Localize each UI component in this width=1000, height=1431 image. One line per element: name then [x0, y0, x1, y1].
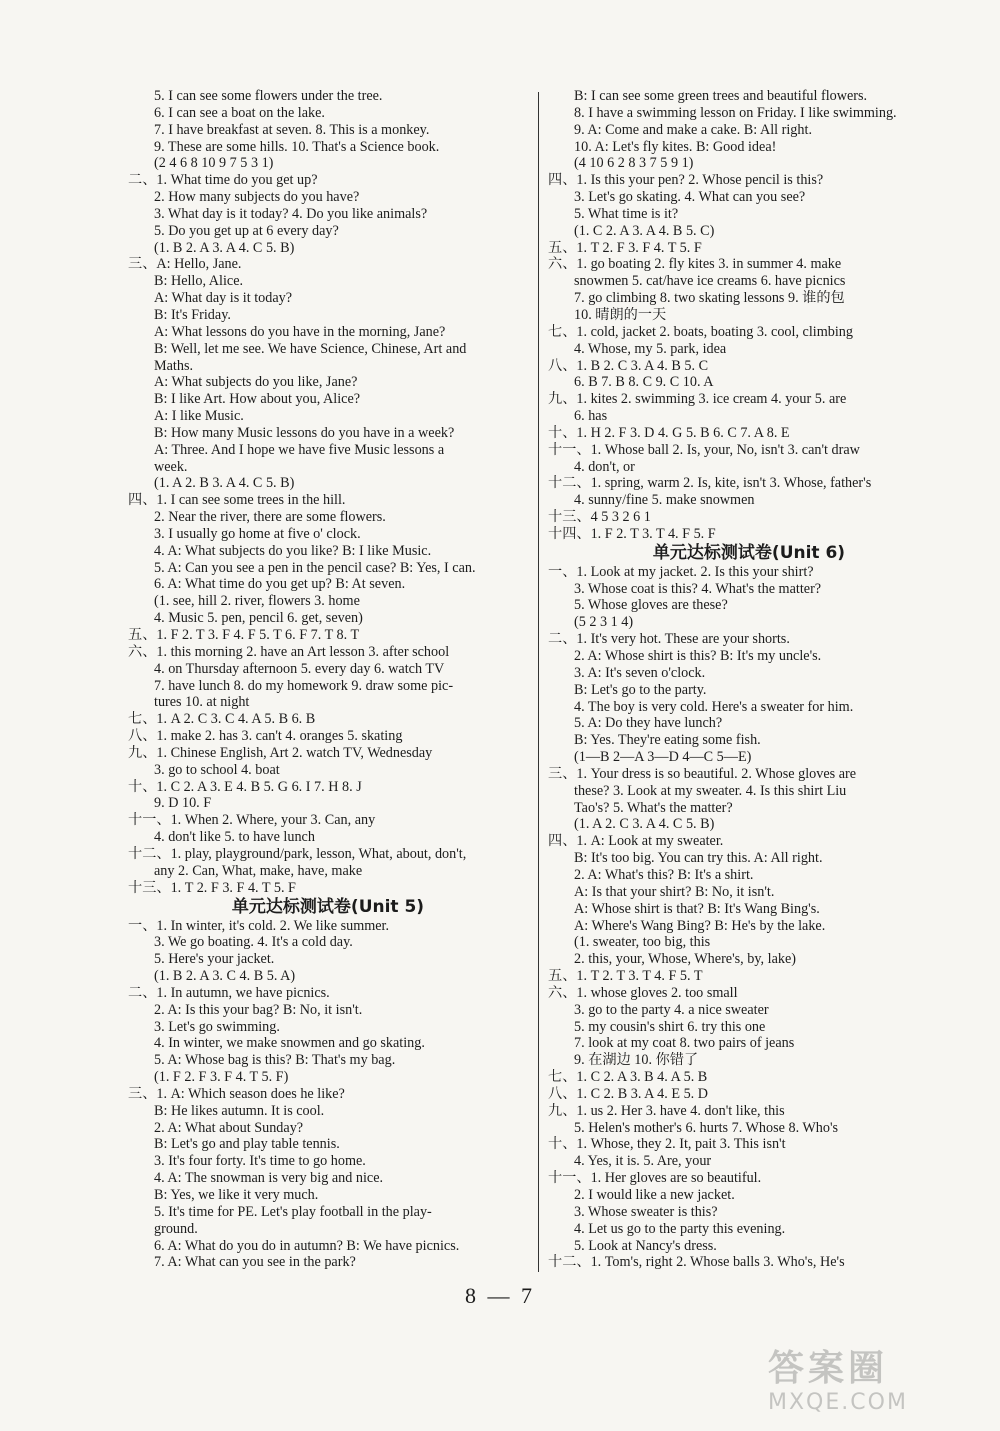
answer-line: 四、1. Is this your pen? 2. Whose pencil is this? [548, 172, 824, 189]
answer-line: A: I like Music. [154, 408, 244, 425]
answer-line: 八、1. C 2. B 3. A 4. E 5. D [548, 1085, 709, 1102]
answer-line: 二、1. What time do you get up? [128, 172, 318, 189]
watermark-logo [768, 1348, 988, 1423]
answer-line: 4. Yes, it is. 5. Are, your [574, 1153, 712, 1170]
answer-line: 八、1. B 2. C 3. A 4. B 5. C [548, 357, 709, 374]
answer-line: ground. [154, 1220, 198, 1237]
answer-line: snowmen 5. cat/have ice creams 6. have picnics [574, 273, 846, 290]
answer-line: 3. It's four forty. It's time to go home. [154, 1153, 366, 1170]
answer-line: 3. Whose coat is this? 4. What's the matter? [574, 580, 822, 597]
answer-line: 十一、1. When 2. Where, your 3. Can, any [128, 812, 376, 829]
answer-line: 十一、1. Her gloves are so beautiful. [548, 1170, 762, 1187]
answer-line: 5. I can see some flowers under the tree. [154, 88, 383, 104]
answer-line: (1. B 2. A 3. C 4. B 5. A) [154, 968, 296, 985]
answer-line: 4. A: What subjects do you like? B: I like Music. [154, 542, 432, 559]
answer-line: 九、1. us 2. Her 3. have 4. don't like, this [548, 1102, 785, 1119]
answer-line: 9. D 10. F [154, 795, 212, 812]
answer-line: 4. In winter, we make snowmen and go skating. [154, 1035, 425, 1052]
answer-line: 3. A: It's seven o'clock. [574, 664, 706, 681]
answer-line: (1. sweater, too big, this [574, 934, 711, 951]
answer-line: A: What day is it today? [154, 290, 293, 307]
answer-line: 3. go to the party 4. a nice sweater [574, 1001, 769, 1018]
answer-line: 一、1. Look at my jacket. 2. Is this your shirt? [548, 563, 814, 580]
answer-line: 4. don't like 5. to have lunch [154, 829, 315, 846]
answer-line: 四、1. I can see some trees in the hill. [128, 492, 346, 509]
answer-line: week. [154, 458, 188, 475]
answer-line: 3. Whose sweater is this? [574, 1203, 718, 1220]
answer-line: 3. Let's go skating. 4. What can you see? [574, 189, 806, 206]
answer-line: B: Let's go and play table tennis. [154, 1136, 340, 1153]
answer-line: B: It's too big. You can try this. A: All right. [574, 850, 823, 867]
answer-line: A: Where's Wang Bing? B: He's by the lake. [574, 917, 826, 934]
watermark-main: 答案圈 [768, 1348, 889, 1389]
answer-line: 3. We go boating. 4. It's a cold day. [154, 934, 353, 951]
column-divider [538, 92, 539, 1272]
answer-line: 8. I have a swimming lesson on Friday. I like swimming. [574, 104, 897, 121]
answer-line: 7. look at my coat 8. two pairs of jeans [574, 1035, 795, 1052]
answer-line: 五、1. T 2. T 3. T 4. F 5. T [548, 968, 703, 985]
answer-line: 十、1. H 2. F 3. D 4. G 5. B 6. C 7. A 8. E [548, 424, 790, 441]
answer-column-right [548, 88, 950, 1271]
answer-column-left [128, 88, 528, 1271]
answer-line: 九、1. Chinese English, Art 2. watch TV, Wednesday [128, 744, 433, 761]
answer-line: 7. A: What can you see in the park? [154, 1254, 356, 1271]
answer-line: A: What subjects do you like, Jane? [154, 374, 358, 391]
answer-line: B: Let's go to the party. [574, 681, 707, 698]
answer-line: 7. have lunch 8. do my homework 9. draw some pic- [154, 677, 454, 694]
answer-line: 5. Do you get up at 6 every day? [154, 222, 339, 239]
answer-line: 4. don't, or [574, 458, 635, 475]
answer-line: 10. 晴朗的一天 [574, 306, 667, 323]
answer-line: 6. A: What do you do in autumn? B: We have picnics. [154, 1237, 460, 1254]
answer-line: 5. Look at Nancy's dress. [574, 1237, 717, 1254]
answer-line: 3. What day is it today? 4. Do you like animals? [154, 205, 428, 222]
answer-line: 十二、1. Tom's, right 2. Whose balls 3. Who's, He's [548, 1254, 845, 1271]
answer-line: A: Whose shirt is that? B: It's Wang Bing's. [574, 900, 820, 917]
section-heading: 单元达标测试卷(Unit 6) [652, 542, 846, 563]
answer-line: 2. How many subjects do you have? [154, 189, 360, 206]
answer-line: 八、1. make 2. has 3. can't 4. oranges 5. skating [128, 728, 403, 745]
answer-line: (1. A 2. B 3. A 4. C 5. B) [154, 475, 295, 492]
answer-line: 4. A: The snowman is very big and nice. [154, 1170, 384, 1187]
answer-line: 3. go to school 4. boat [154, 761, 280, 778]
answer-line: 9. A: Come and make a cake. B: All right. [574, 121, 812, 138]
answer-line: 十、1. C 2. A 3. E 4. B 5. G 6. I 7. H 8. J [128, 778, 362, 795]
answer-line: 十三、4 5 3 2 6 1 [548, 509, 651, 526]
answer-line: 六、1. this morning 2. have an Art lesson 3. after school [128, 643, 450, 660]
answer-line: 二、1. In autumn, we have picnics. [128, 984, 330, 1001]
answer-line: 2. A: What about Sunday? [154, 1119, 304, 1136]
answer-line: (2 4 6 8 10 9 7 5 3 1) [154, 155, 274, 172]
answer-line: 6. I can see a boat on the lake. [154, 104, 325, 121]
answer-line: 2. Near the river, there are some flowers. [154, 509, 386, 526]
answer-line: (1. B 2. A 3. A 4. C 5. B) [154, 239, 295, 256]
answer-line: 四、1. A: Look at my sweater. [548, 833, 724, 850]
answer-line: 5. A: Whose bag is this? B: That's my bag. [154, 1052, 396, 1069]
answer-line: (1. A 2. C 3. A 4. C 5. B) [574, 816, 715, 833]
answer-line: 2. I would like a new jacket. [574, 1187, 735, 1203]
section-heading: 单元达标测试卷(Unit 5) [231, 896, 425, 917]
answer-line: A: Three. And I hope we have five Music lessons a [154, 441, 445, 458]
answer-line: 5. A: Do they have lunch? [574, 715, 723, 732]
answer-line: 三、A: Hello, Jane. [128, 256, 242, 273]
answer-line: 六、1. go boating 2. fly kites 3. in summer 4. make [548, 256, 842, 273]
answer-line: A: What lessons do you have in the morning, Jane? [154, 323, 446, 340]
answer-line: 十一、1. Whose ball 2. Is, your, No, isn't 3. can't draw [548, 441, 860, 458]
answer-line: tures 10. at night [154, 694, 250, 711]
answer-line: (1. see, hill 2. river, flowers 3. home [154, 593, 360, 610]
answer-line: 5. Whose gloves are these? [574, 597, 728, 614]
answer-line: 5. my cousin's shirt 6. try this one [574, 1018, 766, 1035]
answer-line: any 2. Can, What, make, have, make [154, 862, 363, 879]
answer-line: 4. sunny/fine 5. make snowmen [574, 492, 755, 509]
answer-line: 4. Whose, my 5. park, idea [574, 340, 727, 357]
answer-line: 3. Let's go swimming. [154, 1018, 280, 1035]
answer-line: 7. I have breakfast at seven. 8. This is a monkey. [154, 121, 430, 138]
answer-line: 9. 在湖边 10. 你错了 [574, 1052, 699, 1069]
watermark-site: MXQE.COM [768, 1390, 908, 1415]
answer-line: 6. B 7. B 8. C 9. C 10. A [574, 374, 714, 391]
answer-line: 2. A: Whose shirt is this? B: It's my uncle's. [574, 648, 822, 664]
answer-line: 七、1. C 2. A 3. B 4. A 5. B [548, 1069, 708, 1086]
answer-line: B: Yes. They're eating some fish. [574, 732, 761, 749]
answer-line: B: I like Art. How about you, Alice? [154, 391, 361, 408]
answer-line: (1—B 2—A 3—D 4—C 5—E) [574, 749, 752, 766]
answer-line: A: Is that your shirt? B: No, it isn't. [574, 883, 775, 900]
answer-line: 10. A: Let's fly kites. B: Good idea! [574, 138, 777, 155]
answer-line: 三、1. Your dress is so beautiful. 2. Whose gloves are [548, 765, 857, 782]
answer-line: Maths. [154, 357, 194, 374]
answer-line: 十四、1. F 2. T 3. T 4. F 5. F [548, 525, 716, 542]
answer-line: B: Well, let me see. We have Science, Chinese, Art and [154, 340, 467, 357]
answer-line: 4. Music 5. pen, pencil 6. get, seven) [154, 610, 363, 627]
answer-line: 七、1. A 2. C 3. C 4. A 5. B 6. B [128, 711, 316, 728]
answer-line: 4. on Thursday afternoon 5. every day 6. watch TV [154, 660, 445, 677]
answer-line: 5. A: Can you see a pen in the pencil case? B: Yes, I can. [154, 559, 476, 576]
answer-line: 五、1. T 2. F 3. F 4. T 5. F [548, 239, 702, 256]
answer-line: (1. C 2. A 3. A 4. B 5. C) [574, 222, 715, 239]
answer-line: 5. Helen's mother's 6. hurts 7. Whose 8. Who's [574, 1119, 839, 1136]
answer-line: 五、1. F 2. T 3. F 4. F 5. T 6. F 7. T 8. T [128, 627, 360, 643]
answer-line: B: I can see some green trees and beautiful flowers. [574, 88, 868, 104]
answer-line: 6. A: What time do you get up? B: At seven. [154, 576, 406, 593]
answer-line: Tao's? 5. What's the matter? [574, 799, 733, 816]
answer-line: 2. this, your, Whose, Where's, by, lake) [574, 951, 796, 968]
answer-line: 二、1. It's very hot. These are your shorts. [548, 631, 790, 648]
answer-line: B: Hello, Alice. [154, 273, 244, 290]
answer-line: 2. A: Is this your bag? B: No, it isn't. [154, 1001, 363, 1018]
answer-line: 七、1. cold, jacket 2. boats, boating 3. cool, climbing [548, 323, 853, 340]
answer-line: 2. A: What's this? B: It's a shirt. [574, 866, 754, 883]
answer-line: 5. Here's your jacket. [154, 951, 275, 968]
answer-line: (5 2 3 1 4) [574, 614, 634, 631]
answer-line: 六、1. whose gloves 2. too small [548, 984, 738, 1001]
answer-line: 5. It's time for PE. Let's play football in the play- [154, 1203, 432, 1220]
answer-line: 十、1. Whose, they 2. It, pait 3. This isn't [548, 1136, 786, 1153]
answer-line: 4. The boy is very cold. Here's a sweater for him. [574, 698, 854, 715]
answer-line: 9. These are some hills. 10. That's a Science book. [154, 138, 440, 155]
answer-line: 三、1. A: Which season does he like? [128, 1085, 345, 1102]
answer-line: 7. go climbing 8. two skating lessons 9. 谁的包 [574, 290, 845, 307]
answer-line: B: It's Friday. [154, 306, 231, 323]
answer-line: 十三、1. T 2. F 3. F 4. T 5. F [128, 879, 296, 896]
answer-line: 一、1. In winter, it's cold. 2. We like summer. [128, 917, 390, 934]
answer-line: 3. I usually go home at five o' clock. [154, 525, 361, 542]
answer-line: these? 3. Look at my sweater. 4. Is this shirt Liu [574, 782, 847, 799]
answer-line: 十二、1. play, playground/park, lesson, What, about, don't, [128, 845, 467, 862]
answer-line: 九、1. kites 2. swimming 3. ice cream 4. your 5. are [548, 391, 847, 408]
page-number: 8 — 7 [465, 1283, 535, 1308]
answer-line: B: How many Music lessons do you have in a week? [154, 424, 455, 441]
answer-line: 十二、1. spring, warm 2. Is, kite, isn't 3. Whose, father's [548, 475, 872, 492]
answer-line: (1. F 2. F 3. F 4. T 5. F) [154, 1069, 289, 1086]
answer-line: (4 10 6 2 8 3 7 5 9 1) [574, 155, 694, 172]
answer-line: 4. Let us go to the party this evening. [574, 1220, 786, 1237]
answer-line: B: He likes autumn. It is cool. [154, 1102, 325, 1119]
answer-line: 6. has [574, 408, 608, 425]
answer-line: B: Yes, we like it very much. [154, 1187, 319, 1203]
answer-line: 5. What time is it? [574, 205, 679, 222]
